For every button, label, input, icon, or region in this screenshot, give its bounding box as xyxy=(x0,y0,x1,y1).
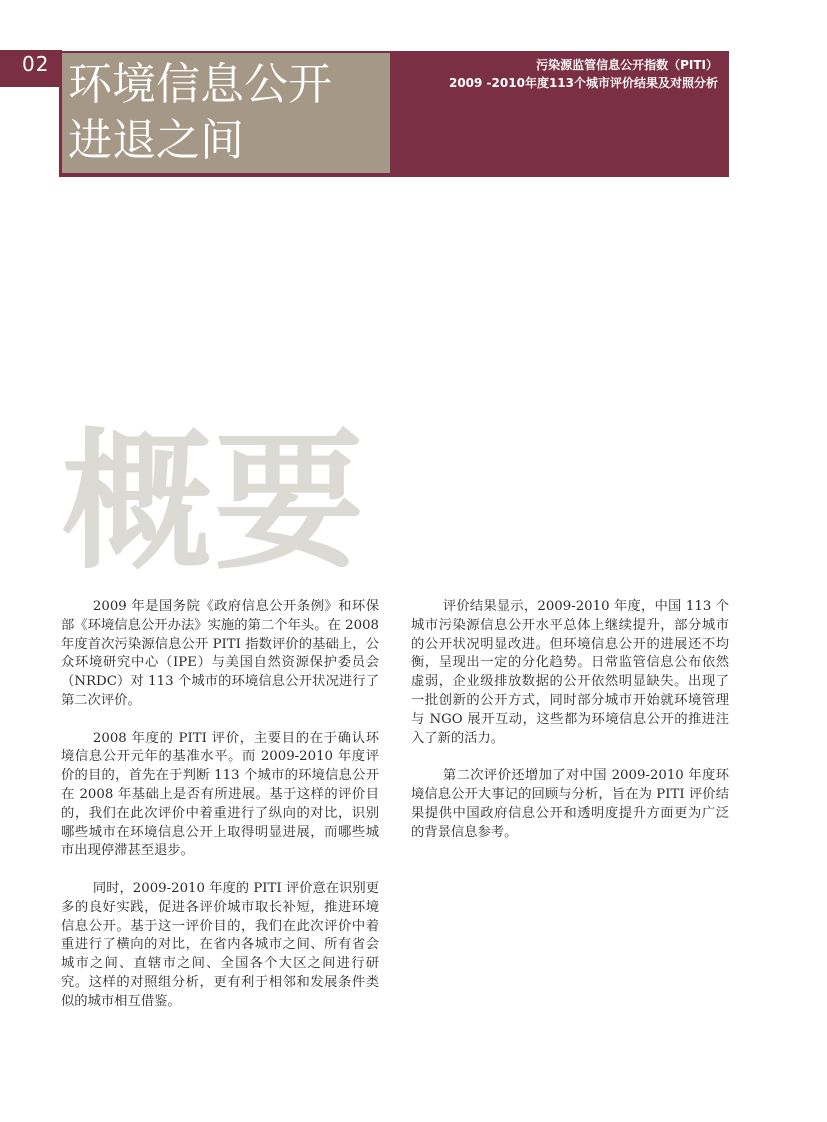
paragraph: 2009 年是国务院《政府信息公开条例》和环保部《环境信息公开办法》实施的第二个年头。在 2008 年度首次污染源信息公开 PITI 指数评价的基础上，公众环境研究中心（IPE）与美国自然资源保护委员会（NRDC）对 113 个城市的环境信息公开状况进行了第二次评价。 xyxy=(61,599,379,708)
paragraph: 评价结果显示，2009-2010 年度，中国 113 个城市污染源信息公开水平总体上继续提升，部分城市的公开状况明显改进。但环境信息公开的进展还不均衡，呈现出一定的分化趋势。日常监管信息公布依然虚弱，企业级排放数据的公开依然明显缺失。出现了一批创新的公开方式，同时部分城市开始就环境管理与 NGO 展开互动，这些都为环境信息公开的推进注入了新的活力。 xyxy=(411,599,729,746)
paragraph: 同时，2009-2010 年度的 PITI 评价意在识别更多的良好实践，促进各评价城市取长补短，推进环境信息公开。基于这一评价目的，我们在此次评价中着重进行了横向的对比，在省内各城市之间、所有省会城市之间、直辖市之间、全国各个大区之间进行研究。这样的对照组分析，更有利于相邻和发展条件类似的城市相互借鉴。 xyxy=(61,880,379,1009)
page-title-line-1: 环境信息公开 xyxy=(68,59,332,110)
section-heading: 概要 xyxy=(62,416,367,590)
page-number: 02 xyxy=(22,52,50,76)
report-subtitle-line-2: 2009 -2010年度113个城市评价结果及对照分析 xyxy=(448,76,718,90)
page-title-line-2: 进退之间 xyxy=(68,115,244,166)
report-subtitle-line-1: 污染源监管信息公开指数（PITI） xyxy=(536,58,718,72)
body-column-left xyxy=(61,598,379,1030)
body-column-right xyxy=(411,598,729,861)
report-subtitle xyxy=(400,56,718,92)
paragraph: 2008 年度的 PITI 评价，主要目的在于确认环境信息公开元年的基准水平。而 2009-2010 年度评价的目的，首先在于判断 113 个城市的环境信息公开在 2008 年基础上是否有所进展。基于这样的评价目的，我们在此次评价中着重进行了纵向的对比，识别哪些城市在环境信息公开上取得明显进展，而哪些城市出现停滞甚至退步。 xyxy=(61,730,379,859)
paragraph: 第二次评价还增加了对中国 2009-2010 年度环境信息公开大事记的回顾与分析，旨在为 PITI 评价结果提供中国政府信息公开和透明度提升方面更为广泛的背景信息参考。 xyxy=(411,768,729,840)
